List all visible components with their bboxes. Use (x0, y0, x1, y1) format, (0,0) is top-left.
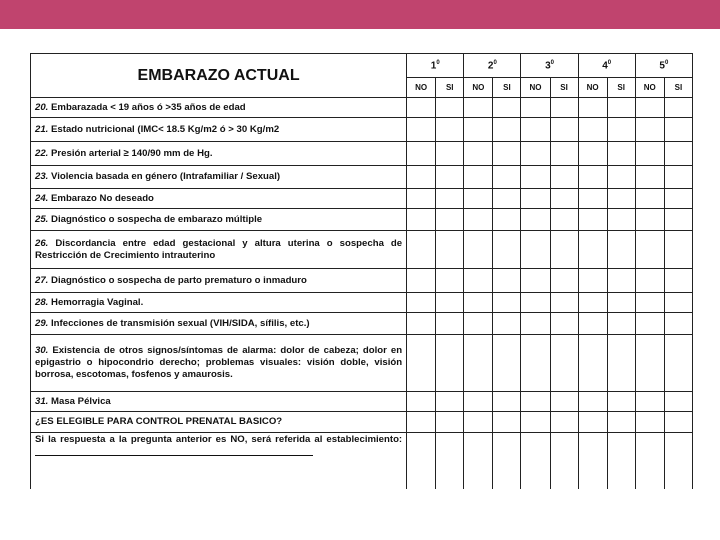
question-30-visit-1-si-checkbox[interactable] (436, 335, 464, 392)
eligibility-visit-5-si-checkbox[interactable] (664, 412, 692, 433)
question-20-visit-2-no-checkbox[interactable] (464, 98, 493, 118)
question-row (31, 269, 693, 293)
eligibility-visit-1-no-checkbox[interactable] (407, 412, 436, 433)
question-21-visit-2-si-checkbox[interactable] (493, 118, 521, 142)
visit-header-1: $1^0$ (407, 54, 464, 78)
question-24-visit-4-no-checkbox[interactable] (578, 189, 607, 209)
question-20-visit-2-si-checkbox[interactable] (493, 98, 521, 118)
question-27-visit-1-si-checkbox[interactable] (436, 269, 464, 293)
question-20-visit-1-si-checkbox[interactable] (436, 98, 464, 118)
question-number: 22. (35, 147, 49, 159)
question-28-visit-5-si-checkbox[interactable] (664, 293, 692, 313)
question-row (31, 231, 693, 269)
question-28-visit-2-no-checkbox[interactable] (464, 293, 493, 313)
question-22-visit-4-no-checkbox[interactable] (578, 142, 607, 166)
question-22-visit-5-si-checkbox[interactable] (664, 142, 692, 166)
question-row (31, 166, 693, 189)
question-number: 28. (35, 296, 49, 308)
question-21-visit-5-si-checkbox[interactable] (664, 118, 692, 142)
question-28-visit-4-no-checkbox[interactable] (578, 293, 607, 313)
question-row (31, 118, 693, 142)
question-30-visit-3-si-checkbox[interactable] (550, 335, 578, 392)
question-text: Estado nutricional (IMC< 18.5 Kg/m2 ó > 30 Kg/m2 (51, 123, 280, 135)
eligibility-visit-2-si-checkbox[interactable] (493, 412, 521, 433)
question-text: Infecciones de transmisión sexual (VIH/SIDA, sífilis, etc.) (51, 317, 310, 329)
prenatal-form-table (30, 53, 693, 489)
question-29-visit-2-no-checkbox[interactable] (464, 313, 493, 335)
no-header: NO (521, 77, 550, 97)
question-29-visit-1-no-checkbox[interactable] (407, 313, 436, 335)
question-26-visit-4-no-checkbox[interactable] (578, 231, 607, 269)
question-24-visit-2-si-checkbox[interactable] (493, 189, 521, 209)
referral-empty-cell (664, 433, 692, 489)
visit-header-5: $5^0$ (635, 54, 692, 78)
no-header: NO (578, 77, 607, 97)
question-26-visit-3-si-checkbox[interactable] (550, 231, 578, 269)
question-label (31, 269, 407, 293)
question-22-visit-1-no-checkbox[interactable] (407, 142, 436, 166)
question-22-visit-2-si-checkbox[interactable] (493, 142, 521, 166)
question-number: 25. (35, 213, 49, 225)
question-21-visit-2-no-checkbox[interactable] (464, 118, 493, 142)
question-20-visit-3-si-checkbox[interactable] (550, 98, 578, 118)
question-20-visit-4-si-checkbox[interactable] (607, 98, 635, 118)
question-25-visit-3-si-checkbox[interactable] (550, 209, 578, 231)
question-23-visit-5-no-checkbox[interactable] (635, 166, 664, 189)
question-23-visit-4-no-checkbox[interactable] (578, 166, 607, 189)
question-28-visit-3-no-checkbox[interactable] (521, 293, 550, 313)
question-24-visit-3-si-checkbox[interactable] (550, 189, 578, 209)
eligibility-visit-4-no-checkbox[interactable] (578, 412, 607, 433)
question-28-visit-4-si-checkbox[interactable] (607, 293, 635, 313)
referral-empty-cell (436, 433, 464, 489)
question-24-visit-3-no-checkbox[interactable] (521, 189, 550, 209)
question-25-visit-2-no-checkbox[interactable] (464, 209, 493, 231)
question-number: 27. (35, 274, 49, 286)
question-label (31, 231, 407, 269)
eligibility-visit-4-si-checkbox[interactable] (607, 412, 635, 433)
question-31-visit-2-no-checkbox[interactable] (464, 392, 493, 412)
question-31-visit-1-no-checkbox[interactable] (407, 392, 436, 412)
question-21-visit-5-no-checkbox[interactable] (635, 118, 664, 142)
question-label (31, 293, 407, 313)
question-20-visit-5-si-checkbox[interactable] (664, 98, 692, 118)
question-text: Presión arterial ≥ 140/90 mm de Hg. (51, 147, 213, 159)
referral-cell (31, 433, 407, 489)
question-label (31, 166, 407, 189)
question-number: 26. (35, 237, 49, 249)
question-25-visit-3-no-checkbox[interactable] (521, 209, 550, 231)
question-31-visit-4-no-checkbox[interactable] (578, 392, 607, 412)
question-label (31, 209, 407, 231)
question-row (31, 313, 693, 335)
question-25-visit-1-si-checkbox[interactable] (436, 209, 464, 231)
question-29-visit-3-si-checkbox[interactable] (550, 313, 578, 335)
question-30-visit-4-si-checkbox[interactable] (607, 335, 635, 392)
question-27-visit-2-no-checkbox[interactable] (464, 269, 493, 293)
question-24-visit-1-si-checkbox[interactable] (436, 189, 464, 209)
referral-empty-cell (521, 433, 550, 489)
form-title: EMBARAZO ACTUAL (31, 54, 407, 98)
si-header: SI (607, 77, 635, 97)
question-30-visit-1-no-checkbox[interactable] (407, 335, 436, 392)
question-28-visit-5-no-checkbox[interactable] (635, 293, 664, 313)
question-row (31, 392, 693, 412)
question-25-visit-5-si-checkbox[interactable] (664, 209, 692, 231)
question-31-visit-1-si-checkbox[interactable] (436, 392, 464, 412)
question-31-visit-5-si-checkbox[interactable] (664, 392, 692, 412)
question-22-visit-3-si-checkbox[interactable] (550, 142, 578, 166)
question-27-visit-5-no-checkbox[interactable] (635, 269, 664, 293)
si-header: SI (664, 77, 692, 97)
question-29-visit-4-no-checkbox[interactable] (578, 313, 607, 335)
si-header: SI (436, 77, 464, 97)
question-24-visit-1-no-checkbox[interactable] (407, 189, 436, 209)
question-29-visit-3-no-checkbox[interactable] (521, 313, 550, 335)
no-header: NO (635, 77, 664, 97)
question-28-visit-2-si-checkbox[interactable] (493, 293, 521, 313)
referral-empty-cell (464, 433, 493, 489)
question-29-visit-1-si-checkbox[interactable] (436, 313, 464, 335)
question-22-visit-5-no-checkbox[interactable] (635, 142, 664, 166)
question-25-visit-5-no-checkbox[interactable] (635, 209, 664, 231)
question-31-visit-2-si-checkbox[interactable] (493, 392, 521, 412)
question-row (31, 335, 693, 392)
question-31-visit-3-si-checkbox[interactable] (550, 392, 578, 412)
referral-row (31, 433, 693, 489)
question-row (31, 189, 693, 209)
question-label (31, 392, 407, 412)
question-31-visit-4-si-checkbox[interactable] (607, 392, 635, 412)
question-29-visit-5-si-checkbox[interactable] (664, 313, 692, 335)
question-26-visit-3-no-checkbox[interactable] (521, 231, 550, 269)
question-text: Embarazada < 19 años ó >35 años de edad (51, 101, 246, 113)
question-20-visit-3-no-checkbox[interactable] (521, 98, 550, 118)
question-30-visit-3-no-checkbox[interactable] (521, 335, 550, 392)
question-label (31, 189, 407, 209)
eligibility-row (31, 412, 693, 433)
question-21-visit-4-si-checkbox[interactable] (607, 118, 635, 142)
question-29-visit-5-no-checkbox[interactable] (635, 313, 664, 335)
question-number: 29. (35, 317, 49, 329)
question-24-visit-5-si-checkbox[interactable] (664, 189, 692, 209)
visit-header-3: $3^0$ (521, 54, 578, 78)
question-22-visit-4-si-checkbox[interactable] (607, 142, 635, 166)
question-text: Diagnóstico o sospecha de parto prematuro o inmaduro (51, 274, 307, 286)
eligibility-visit-5-no-checkbox[interactable] (635, 412, 664, 433)
question-23-visit-5-si-checkbox[interactable] (664, 166, 692, 189)
question-28-visit-3-si-checkbox[interactable] (550, 293, 578, 313)
question-text: Existencia de otros signos/síntomas de alarma: dolor de cabeza; dolor en epigastrio o hipocondrio derecho; problemas visuales: visión doble, visión borrosa, escotomas, fosfenos y amaurosis. (35, 345, 403, 380)
referral-empty-cell (550, 433, 578, 489)
question-label (31, 313, 407, 335)
question-26-visit-2-no-checkbox[interactable] (464, 231, 493, 269)
question-label (31, 118, 407, 142)
question-25-visit-4-si-checkbox[interactable] (607, 209, 635, 231)
referral-empty-cell (578, 433, 607, 489)
question-21-visit-3-si-checkbox[interactable] (550, 118, 578, 142)
question-label (31, 98, 407, 118)
question-21-visit-1-si-checkbox[interactable] (436, 118, 464, 142)
question-text: Masa Pélvica (51, 395, 111, 407)
question-20-visit-1-no-checkbox[interactable] (407, 98, 436, 118)
question-20-visit-4-no-checkbox[interactable] (578, 98, 607, 118)
question-26-visit-2-si-checkbox[interactable] (493, 231, 521, 269)
eligibility-visit-2-no-checkbox[interactable] (464, 412, 493, 433)
question-21-visit-1-no-checkbox[interactable] (407, 118, 436, 142)
question-30-visit-4-no-checkbox[interactable] (578, 335, 607, 392)
question-25-visit-4-no-checkbox[interactable] (578, 209, 607, 231)
question-27-visit-3-no-checkbox[interactable] (521, 269, 550, 293)
question-number: 23. (35, 171, 49, 182)
question-row (31, 142, 693, 166)
top-banner (0, 0, 720, 29)
no-header: NO (464, 77, 493, 97)
question-27-visit-4-si-checkbox[interactable] (607, 269, 635, 293)
question-number: 31. (35, 395, 49, 407)
question-number: 30. (35, 345, 49, 356)
referral-blank-line[interactable] (35, 446, 313, 456)
question-30-visit-5-si-checkbox[interactable] (664, 335, 692, 392)
question-23-visit-2-si-checkbox[interactable] (493, 166, 521, 189)
question-30-visit-5-no-checkbox[interactable] (635, 335, 664, 392)
question-27-visit-2-si-checkbox[interactable] (493, 269, 521, 293)
question-23-visit-3-si-checkbox[interactable] (550, 166, 578, 189)
question-30-visit-2-si-checkbox[interactable] (493, 335, 521, 392)
question-21-visit-4-no-checkbox[interactable] (578, 118, 607, 142)
eligibility-question: ¿ES ELEGIBLE PARA CONTROL PRENATAL BASICO? (31, 412, 407, 433)
question-23-visit-1-si-checkbox[interactable] (436, 166, 464, 189)
question-27-visit-1-no-checkbox[interactable] (407, 269, 436, 293)
question-number: 20. (35, 101, 49, 113)
si-header: SI (493, 77, 521, 97)
question-25-visit-2-si-checkbox[interactable] (493, 209, 521, 231)
question-text: Discordancia entre edad gestacional y altura uterina o sospecha de Restricción de Crecimiento intrauterino (35, 237, 403, 261)
question-20-visit-5-no-checkbox[interactable] (635, 98, 664, 118)
eligibility-visit-3-no-checkbox[interactable] (521, 412, 550, 433)
question-26-visit-1-no-checkbox[interactable] (407, 231, 436, 269)
question-number: 21. (35, 123, 49, 135)
question-26-visit-4-si-checkbox[interactable] (607, 231, 635, 269)
question-26-visit-1-si-checkbox[interactable] (436, 231, 464, 269)
question-number: 24. (35, 192, 49, 204)
question-31-visit-3-no-checkbox[interactable] (521, 392, 550, 412)
question-text: Diagnóstico o sospecha de embarazo múltiple (51, 213, 263, 225)
question-24-visit-5-no-checkbox[interactable] (635, 189, 664, 209)
question-text: Violencia basada en género (Intrafamiliar / Sexual) (51, 171, 281, 182)
question-25-visit-1-no-checkbox[interactable] (407, 209, 436, 231)
referral-text: Si la respuesta a la pregunta anterior es NO, será referida al establecimiento: (35, 434, 403, 445)
question-28-visit-1-si-checkbox[interactable] (436, 293, 464, 313)
question-31-visit-5-no-checkbox[interactable] (635, 392, 664, 412)
question-row (31, 209, 693, 231)
eligibility-visit-1-si-checkbox[interactable] (436, 412, 464, 433)
referral-empty-cell (407, 433, 436, 489)
question-26-visit-5-si-checkbox[interactable] (664, 231, 692, 269)
question-21-visit-3-no-checkbox[interactable] (521, 118, 550, 142)
question-label (31, 142, 407, 166)
question-27-visit-5-si-checkbox[interactable] (664, 269, 692, 293)
visit-header-2: $2^0$ (464, 54, 521, 78)
question-row (31, 98, 693, 118)
referral-empty-cell (635, 433, 664, 489)
question-23-visit-2-no-checkbox[interactable] (464, 166, 493, 189)
question-24-visit-2-no-checkbox[interactable] (464, 189, 493, 209)
referral-empty-cell (607, 433, 635, 489)
question-row (31, 293, 693, 313)
visit-header-4: $4^0$ (578, 54, 635, 78)
question-text: Hemorragia Vaginal. (51, 296, 144, 308)
question-26-visit-5-no-checkbox[interactable] (635, 231, 664, 269)
question-27-visit-4-no-checkbox[interactable] (578, 269, 607, 293)
si-header: SI (550, 77, 578, 97)
question-29-visit-4-si-checkbox[interactable] (607, 313, 635, 335)
question-22-visit-1-si-checkbox[interactable] (436, 142, 464, 166)
question-24-visit-4-si-checkbox[interactable] (607, 189, 635, 209)
no-header: NO (407, 77, 436, 97)
question-23-visit-4-si-checkbox[interactable] (607, 166, 635, 189)
eligibility-visit-3-si-checkbox[interactable] (550, 412, 578, 433)
question-23-visit-3-no-checkbox[interactable] (521, 166, 550, 189)
question-29-visit-2-si-checkbox[interactable] (493, 313, 521, 335)
question-22-visit-2-no-checkbox[interactable] (464, 142, 493, 166)
question-28-visit-1-no-checkbox[interactable] (407, 293, 436, 313)
question-label (31, 335, 407, 392)
question-22-visit-3-no-checkbox[interactable] (521, 142, 550, 166)
question-23-visit-1-no-checkbox[interactable] (407, 166, 436, 189)
question-27-visit-3-si-checkbox[interactable] (550, 269, 578, 293)
question-text: Embarazo No deseado (51, 192, 154, 204)
referral-empty-cell (493, 433, 521, 489)
question-30-visit-2-no-checkbox[interactable] (464, 335, 493, 392)
